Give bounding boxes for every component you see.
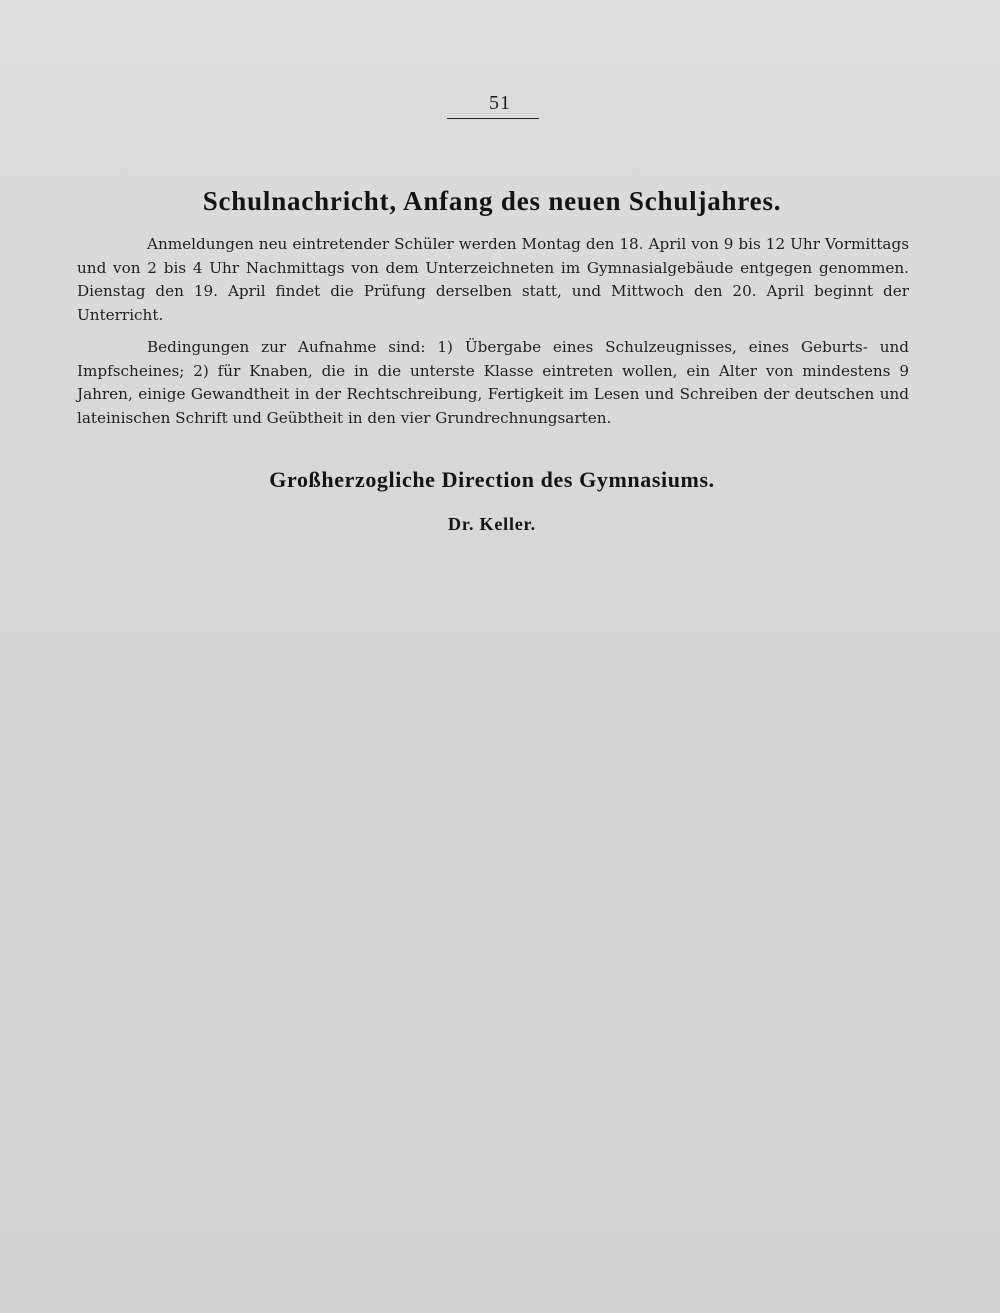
paragraph-admission-conditions: Bedingungen zur Aufnahme sind: 1) Übergabe eines Schulzeugnisses, eines Geburts- und Impfscheines; 2) für Knaben, die in die unterste Klasse eintreten wollen, ein Alter von mindestens 9 Jahren, einige Gewandtheit in der Rechtschreibung, Fertigkeit im Lesen und Schreiben der deutschen und lateinischen Schrift und Geübtheit in den vier Grundrechnungsarten. xyxy=(77,338,909,427)
section-heading: Schulnachricht, Anfang des neuen Schuljahres. xyxy=(202,186,782,216)
school-direction: Großherzogliche Direction des Gymnasiums. xyxy=(269,467,715,492)
page-number-rule xyxy=(447,118,539,119)
paragraph-registration: Anmeldungen neu eintretender Schüler werden Montag den 18. April von 9 bis 12 Uhr Vormittags und von 2 bis 4 Uhr Nachmittags von dem Unterzeichneten im Gymnasialgebäude entgegen genommen. Dienstag den 19. April findet die Prüfung derselben statt, und Mittwoch den 20. April beginnt der Unterricht. xyxy=(77,235,909,324)
signature: Dr. Keller. xyxy=(448,514,536,534)
body-text xyxy=(77,233,909,439)
page-number: 51 xyxy=(489,92,511,114)
